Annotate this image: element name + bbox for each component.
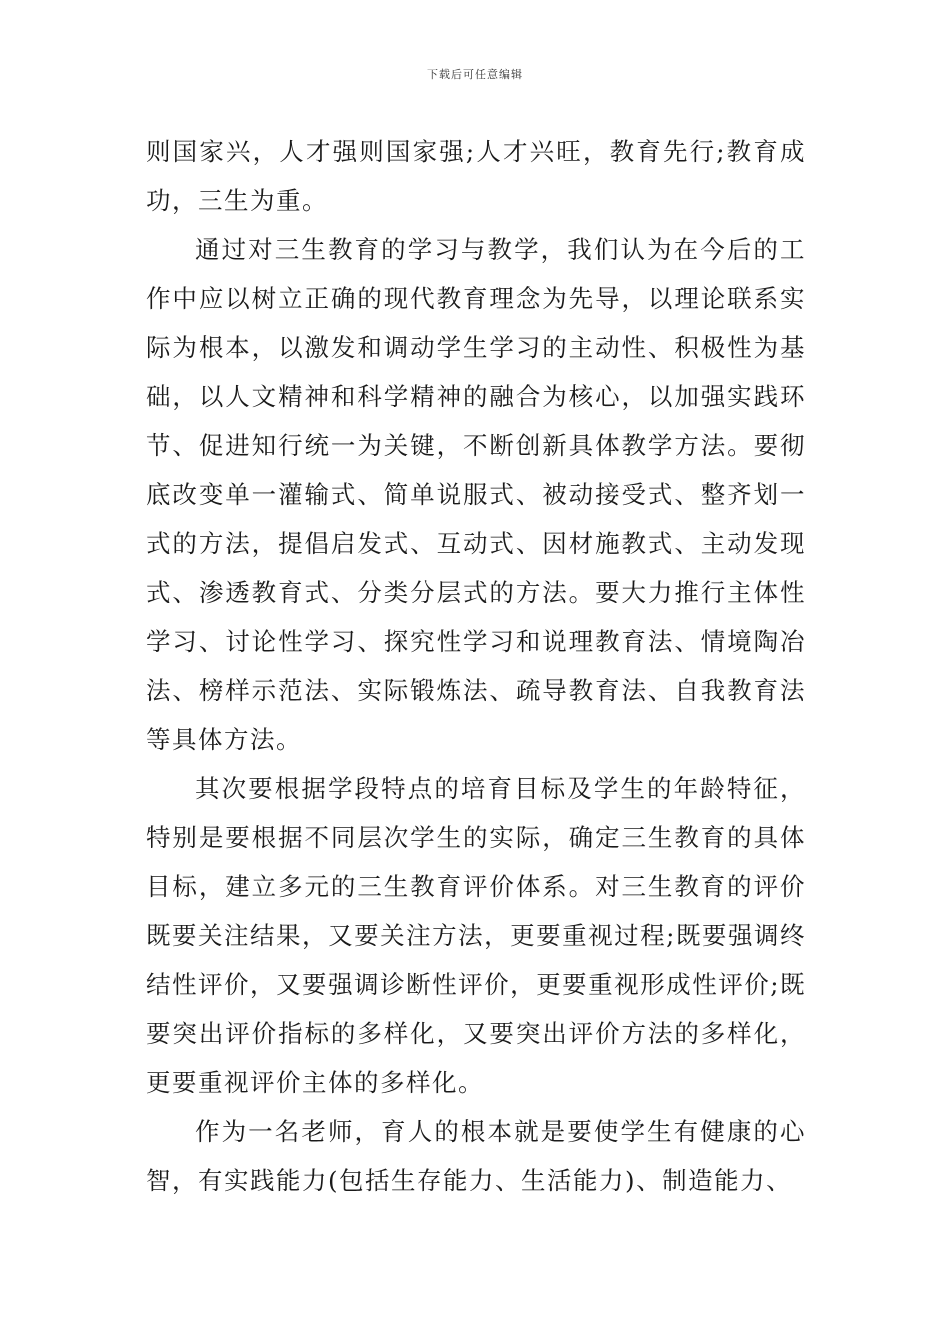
paragraph-evaluation-system: 其次要根据学段特点的培育目标及学生的年龄特征，特别是要根据不同层次学生的实际，确定三生教育的具体目标，建立多元的三生教育评价体系。对三生教育的评价既要关注结果，又要关注方法，更要重视过程;既要强调终结性评价，又要强调诊断性评价，更要重视形成性评价;既要突出评价指标的多样化，又要突出评价方法的多样化，更要重视评价主体的多样化。 [146,774,806,1097]
paragraph-teacher-role: 作为一名老师，育人的根本就是要使学生有健康的心智，有实践能力(包括生存能力、生活能力)、制造能力、 [146,1117,806,1195]
page-header-note: 下载后可任意编辑 [427,68,523,81]
document-body [146,127,806,1205]
paragraph-teaching-methods: 通过对三生教育的学习与教学，我们认为在今后的工作中应以树立正确的现代教育理念为先导，以理论联系实际为根本，以激发和调动学生学习的主动性、积极性为基础，以人文精神和科学精神的融合为核心，以加强实践环节、促进知行统一为关键，不断创新具体教学方法。要彻底改变单一灌输式、简单说服式、被动接受式、整齐划一式的方法，提倡启发式、互动式、因材施教式、主动发现式、渗透教育式、分类分层式的方法。要大力推行主体性学习、讨论性学习、探究性学习和说理教育法、情境陶冶法、榜样示范法、实际锻炼法、疏导教育法、自我教育法等具体方法。 [146,235,806,754]
paragraph-continuation: 则国家兴，人才强则国家强;人才兴旺，教育先行;教育成功，三生为重。 [146,137,806,215]
